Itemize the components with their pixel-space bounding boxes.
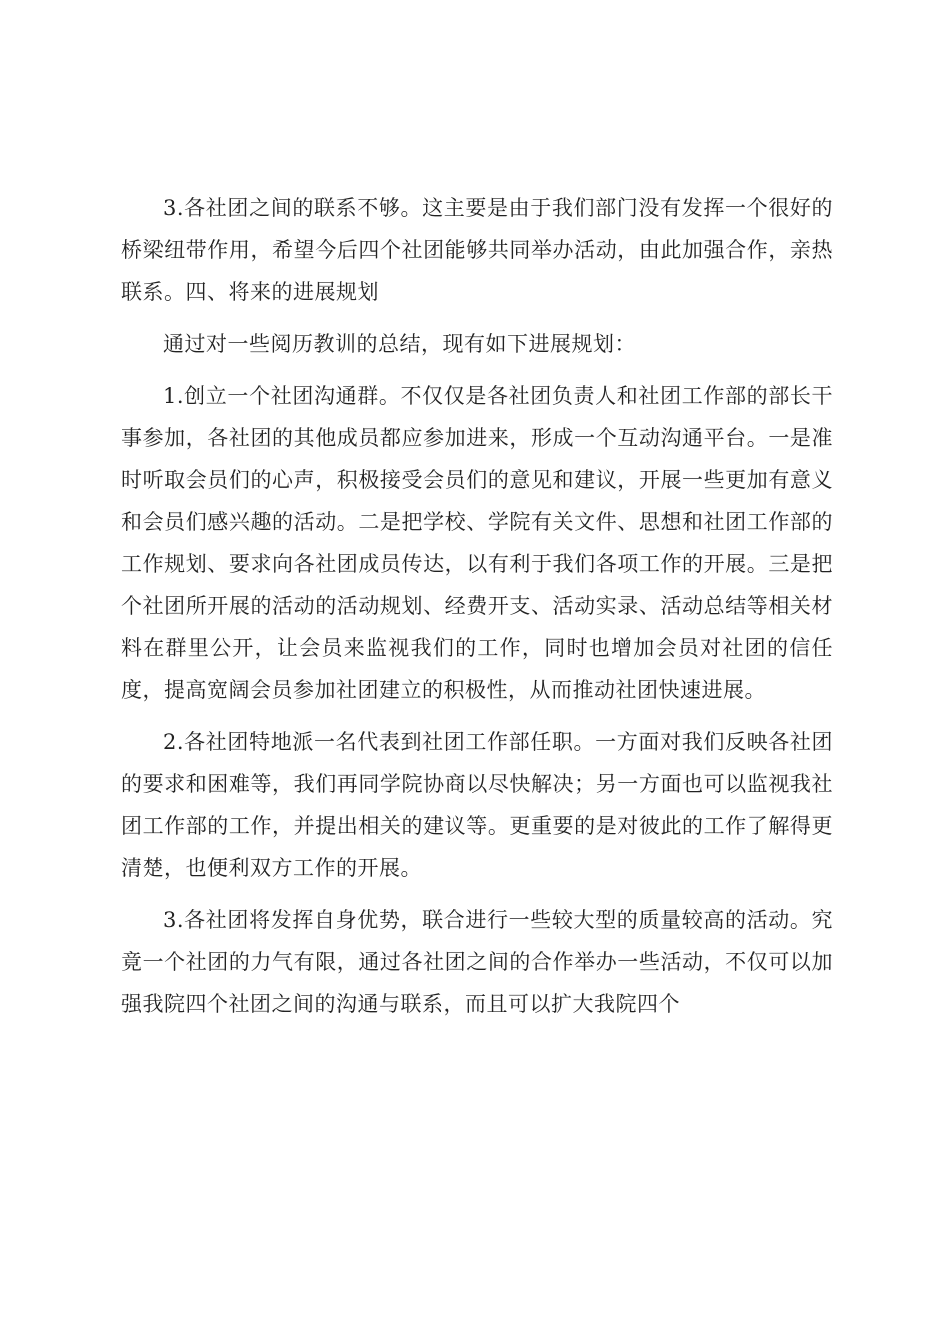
paragraph-plan-2: 2.各社团特地派一名代表到社团工作部任职。一方面对我们反映各社团的要求和困难等，我们再同学院协商以尽快解决；另一方面也可以监视我社团工作部的工作，并提出相关的建议等。更重要的是对彼此的工作了解得更清楚，也便利双方工作的开展。 — [121, 730, 833, 880]
paragraph-plan-intro: 通过对一些阅历教训的总结，现有如下进展规划： — [163, 332, 636, 356]
paragraph-plan-1: 1.创立一个社团沟通群。不仅仅是各社团负责人和社团工作部的部长干事参加，各社团的其他成员都应参加进来，形成一个互动沟通平台。一是准时听取会员们的心声，积极接受会员们的意见和建议，开展一些更加有意义和会员们感兴趣的活动。二是把学校、学院有关文件、思想和社团工作部的工作规划、要求向各社团成员传达，以有利于我们各项工作的开展。三是把个社团所开展的活动的活动规划、经费开支、活动实录、活动总结等相关材料在群里公开，让会员来监视我们的工作，同时也增加会员对社团的信任度，提高宽阔会员参加社团建立的积极性，从而推动社团快速进展。 — [121, 384, 833, 702]
paragraph-societies-connection: 3.各社团之间的联系不够。这主要是由于我们部门没有发挥一个很好的桥梁纽带作用，希望今后四个社团能够共同举办活动，由此加强合作，亲热联系。四、将来的进展规划 — [121, 196, 833, 304]
paragraph-plan-3: 3.各社团将发挥自身优势，联合进行一些较大型的质量较高的活动。究竟一个社团的力气有限，通过各社团之间的合作举办一些活动，不仅可以加强我院四个社团之间的沟通与联系，而且可以扩大我院四个 — [121, 908, 833, 1016]
document-body — [121, 187, 833, 1025]
